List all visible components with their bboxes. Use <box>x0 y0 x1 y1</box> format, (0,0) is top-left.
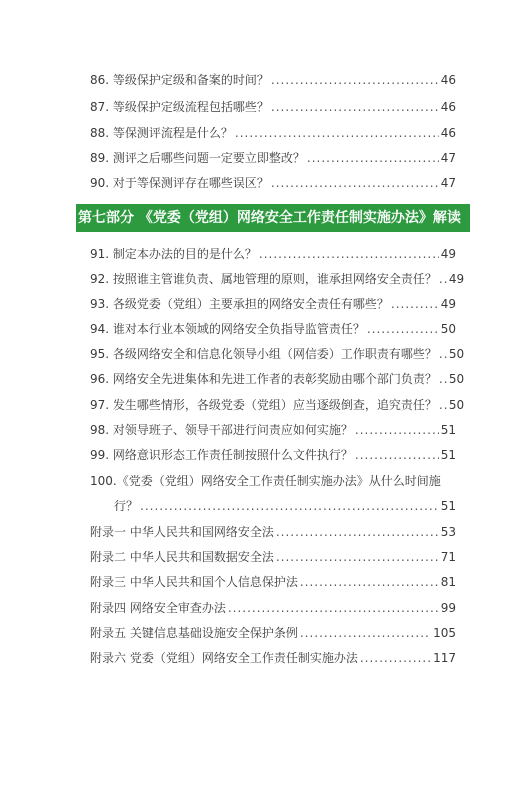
appendix-entry[interactable] <box>90 549 456 565</box>
leader-dots <box>271 175 439 191</box>
appendix-entry[interactable] <box>90 625 456 641</box>
toc-page-number: 50 <box>440 322 456 336</box>
toc-page-number: 46 <box>440 73 456 87</box>
leader-dots <box>391 296 439 312</box>
toc-entry-100-line1[interactable]: 100.《党委（党组）网络安全工作责任制实施办法》从什么时间施 <box>90 474 441 488</box>
leader-dots <box>140 498 439 514</box>
leader-dots <box>439 397 447 413</box>
appendix-label: 附录四 网络安全审查办法 <box>90 601 226 615</box>
toc-page-number: 53 <box>440 525 456 539</box>
toc-page-number: 50 <box>448 372 465 386</box>
toc-entry-label: 90. 对于等保测评存在哪些误区？ <box>90 176 269 190</box>
appendix-entry[interactable] <box>90 650 456 666</box>
appendix-entry[interactable] <box>90 600 456 616</box>
toc-entry-100-line2[interactable] <box>114 498 456 514</box>
toc-entry[interactable] <box>90 296 456 312</box>
toc-entry[interactable] <box>90 99 456 115</box>
toc-entry-label: 99. 网络意识形态工作责任制按照什么文件执行？ <box>90 448 353 462</box>
appendix-label: 附录一 中华人民共和国网络安全法 <box>90 525 274 539</box>
toc-entry[interactable] <box>90 447 456 463</box>
leader-dots <box>355 447 439 463</box>
leader-dots <box>271 72 439 88</box>
toc-page-number: 49 <box>448 272 465 286</box>
leader-dots <box>259 246 439 262</box>
leader-dots <box>228 600 439 616</box>
toc-page-number: 47 <box>440 176 456 190</box>
toc-entry[interactable] <box>90 321 456 337</box>
leader-dots <box>276 549 439 565</box>
toc-entry[interactable] <box>90 397 465 413</box>
leader-dots <box>307 150 439 166</box>
toc-entry[interactable] <box>90 271 465 287</box>
toc-entry-label: 94. 谁对本行业本领域的网络安全负指导监管责任？ <box>90 322 365 336</box>
toc-page-number: 81 <box>440 575 456 589</box>
appendix-entry[interactable] <box>90 524 456 540</box>
toc-page-number: 117 <box>433 651 456 665</box>
appendix-label: 附录二 中华人民共和国数据安全法 <box>90 550 274 564</box>
toc-page-number: 46 <box>440 126 456 140</box>
appendix-label: 附录五 关键信息基础设施安全保护条例 <box>90 626 298 640</box>
toc-page-number: 50 <box>448 347 465 361</box>
leader-dots <box>367 321 439 337</box>
leader-dots <box>439 271 447 287</box>
toc-entry-label: 92. 按照谁主管谁负责、属地管理的原则，谁承担网络安全责任？ <box>90 272 437 286</box>
toc-page-number: 47 <box>440 151 456 165</box>
toc-entry-label: 87. 等级保护定级流程包括哪些？ <box>90 100 269 114</box>
toc-page-number: 50 <box>448 398 465 412</box>
toc-entry-label: 行？ <box>114 499 139 513</box>
toc-entry[interactable] <box>90 72 456 88</box>
toc-page-number: 46 <box>440 100 456 114</box>
toc-entry[interactable] <box>90 346 465 362</box>
toc-entry[interactable] <box>90 422 456 438</box>
toc-entry-label: 91. 制定本办法的目的是什么？ <box>90 247 257 261</box>
leader-dots <box>300 574 439 590</box>
appendix-label: 附录六 党委（党组）网络安全工作责任制实施办法 <box>90 651 358 665</box>
toc-page-number: 51 <box>440 448 456 462</box>
leader-dots <box>439 346 447 362</box>
leader-dots <box>439 371 447 387</box>
leader-dots <box>300 625 431 641</box>
toc-page-number: 71 <box>440 550 456 564</box>
toc-entry[interactable] <box>90 175 456 191</box>
section-heading[interactable]: 第七部分 《党委（党组）网络安全工作责任制实施办法》解读 <box>76 204 470 232</box>
toc-entry-label: 97. 发生哪些情形，各级党委（党组）应当逐级倒查，追究责任？ <box>90 398 437 412</box>
toc-entry-label: 96. 网络安全先进集体和先进工作者的表彰奖励由哪个部门负责？ <box>90 372 437 386</box>
toc-entry[interactable] <box>90 371 465 387</box>
leader-dots <box>271 99 439 115</box>
toc-page-number: 49 <box>440 247 456 261</box>
toc-page-number: 99 <box>440 601 456 615</box>
toc-entry-label: 98. 对领导班子、领导干部进行问责应如何实施？ <box>90 423 353 437</box>
appendix-entry[interactable] <box>90 574 456 590</box>
leader-dots <box>355 422 439 438</box>
toc-entry[interactable] <box>90 246 456 262</box>
toc-entry-label: 93. 各级党委（党组）主要承担的网络安全责任有哪些？ <box>90 297 389 311</box>
leader-dots <box>235 125 439 141</box>
toc-page-number: 51 <box>440 499 456 513</box>
toc-entry-label: 95. 各级网络安全和信息化领导小组（网信委）工作职责有哪些？ <box>90 347 437 361</box>
appendix-label: 附录三 中华人民共和国个人信息保护法 <box>90 575 298 589</box>
toc-page-number: 49 <box>440 297 456 311</box>
toc-entry-label: 88. 等保测评流程是什么？ <box>90 126 233 140</box>
toc-entry-label: 86. 等级保护定级和备案的时间？ <box>90 73 269 87</box>
toc-entry[interactable] <box>90 125 456 141</box>
leader-dots <box>360 650 431 666</box>
toc-entry[interactable] <box>90 150 456 166</box>
toc-entry-label: 89. 测评之后哪些问题一定要立即整改？ <box>90 151 305 165</box>
leader-dots <box>276 524 439 540</box>
toc-page-number: 105 <box>433 626 456 640</box>
toc-page-number: 51 <box>440 423 456 437</box>
